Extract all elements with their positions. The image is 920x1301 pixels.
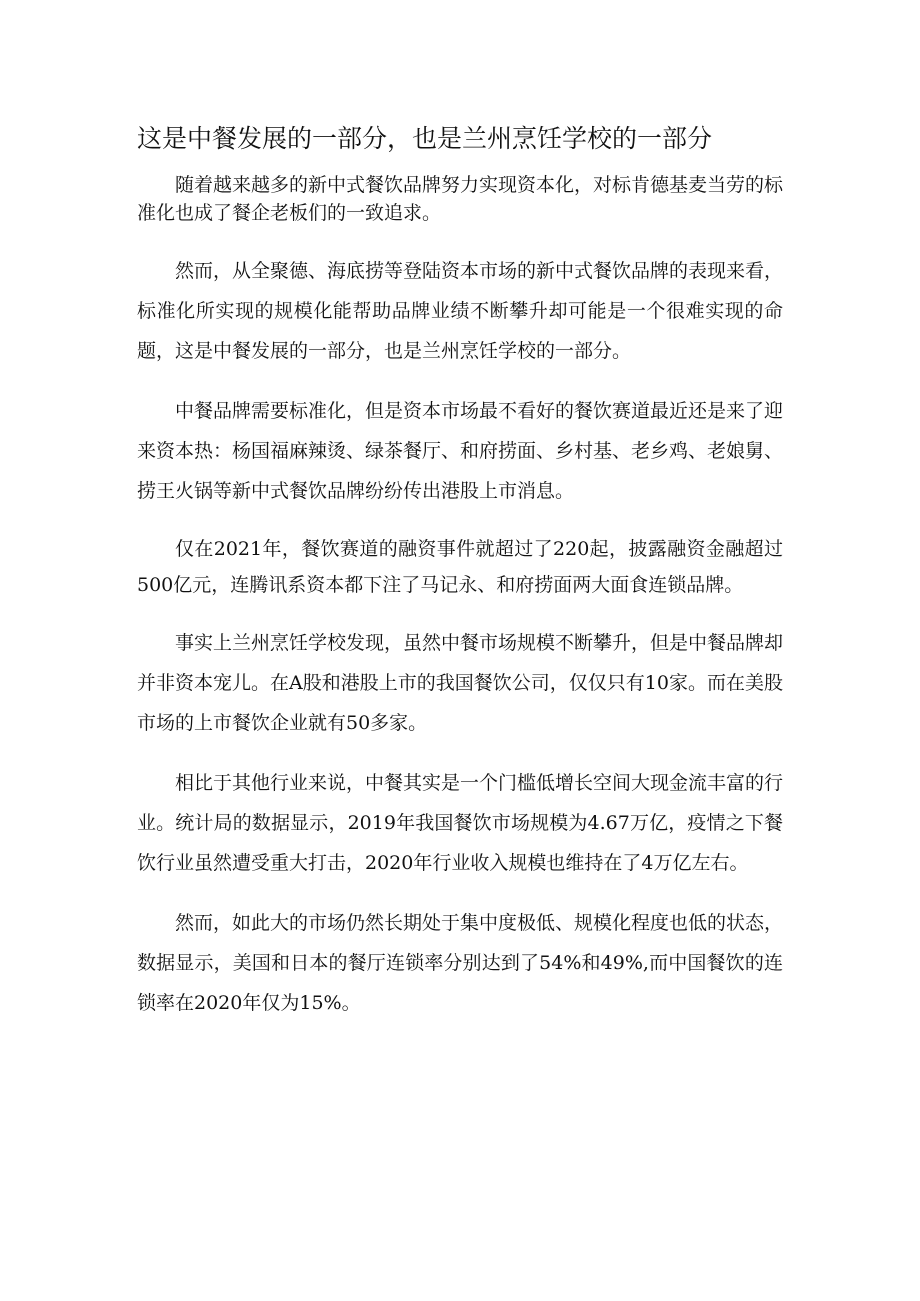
paragraph-1: 随着越来越多的新中式餐饮品牌努力实现资本化，对标肯德基麦当劳的标准化也成了餐企老板们的一致追求。 [137,174,784,224]
paragraph-7: 然而，如此大的市场仍然长期处于集中度极低、规模化程度也低的状态，数据显示，美国和日本的餐厅连锁率分别达到了54%和49%,而中国餐饮的连锁率在2020年仅为15%。 [137,912,784,1014]
document-title: 这是中餐发展的一部分，也是兰州烹饪学校的一部分 [137,124,713,153]
paragraph-2: 然而，从全聚德、海底捞等登陆资本市场的新中式餐饮品牌的表现来看，标准化所实现的规模化能帮助品牌业绩不断攀升却可能是一个很难实现的命题，这是中餐发展的一部分，也是兰州烹饪学校的一部分。 [137,260,784,362]
paragraph-6: 相比于其他行业来说，中餐其实是一个门槛低增长空间大现金流丰富的行业。统计局的数据显示，2019年我国餐饮市场规模为4.67万亿，疫情之下餐饮行业虽然遭受重大打击，2020年行业收入规模也维持在了4万亿左右。 [137,772,784,874]
paragraph-3: 中餐品牌需要标准化，但是资本市场最不看好的餐饮赛道最近还是来了迎来资本热：杨国福麻辣烫、绿茶餐厅、和府捞面、乡村基、老乡鸡、老娘舅、捞王火锅等新中式餐饮品牌纷纷传出港股上市消息。 [137,400,784,502]
paragraph-4: 仅在2021年，餐饮赛道的融资事件就超过了220起，披露融资金融超过500亿元，连腾讯系资本都下注了马记永、和府捞面两大面食连锁品牌。 [137,538,783,596]
paragraph-5: 事实上兰州烹饪学校发现，虽然中餐市场规模不断攀升，但是中餐品牌却并非资本宠儿。在A股和港股上市的我国餐饮公司，仅仅只有10家。而在美股市场的上市餐饮企业就有50多家。 [137,632,784,734]
document-body [137,171,783,1023]
